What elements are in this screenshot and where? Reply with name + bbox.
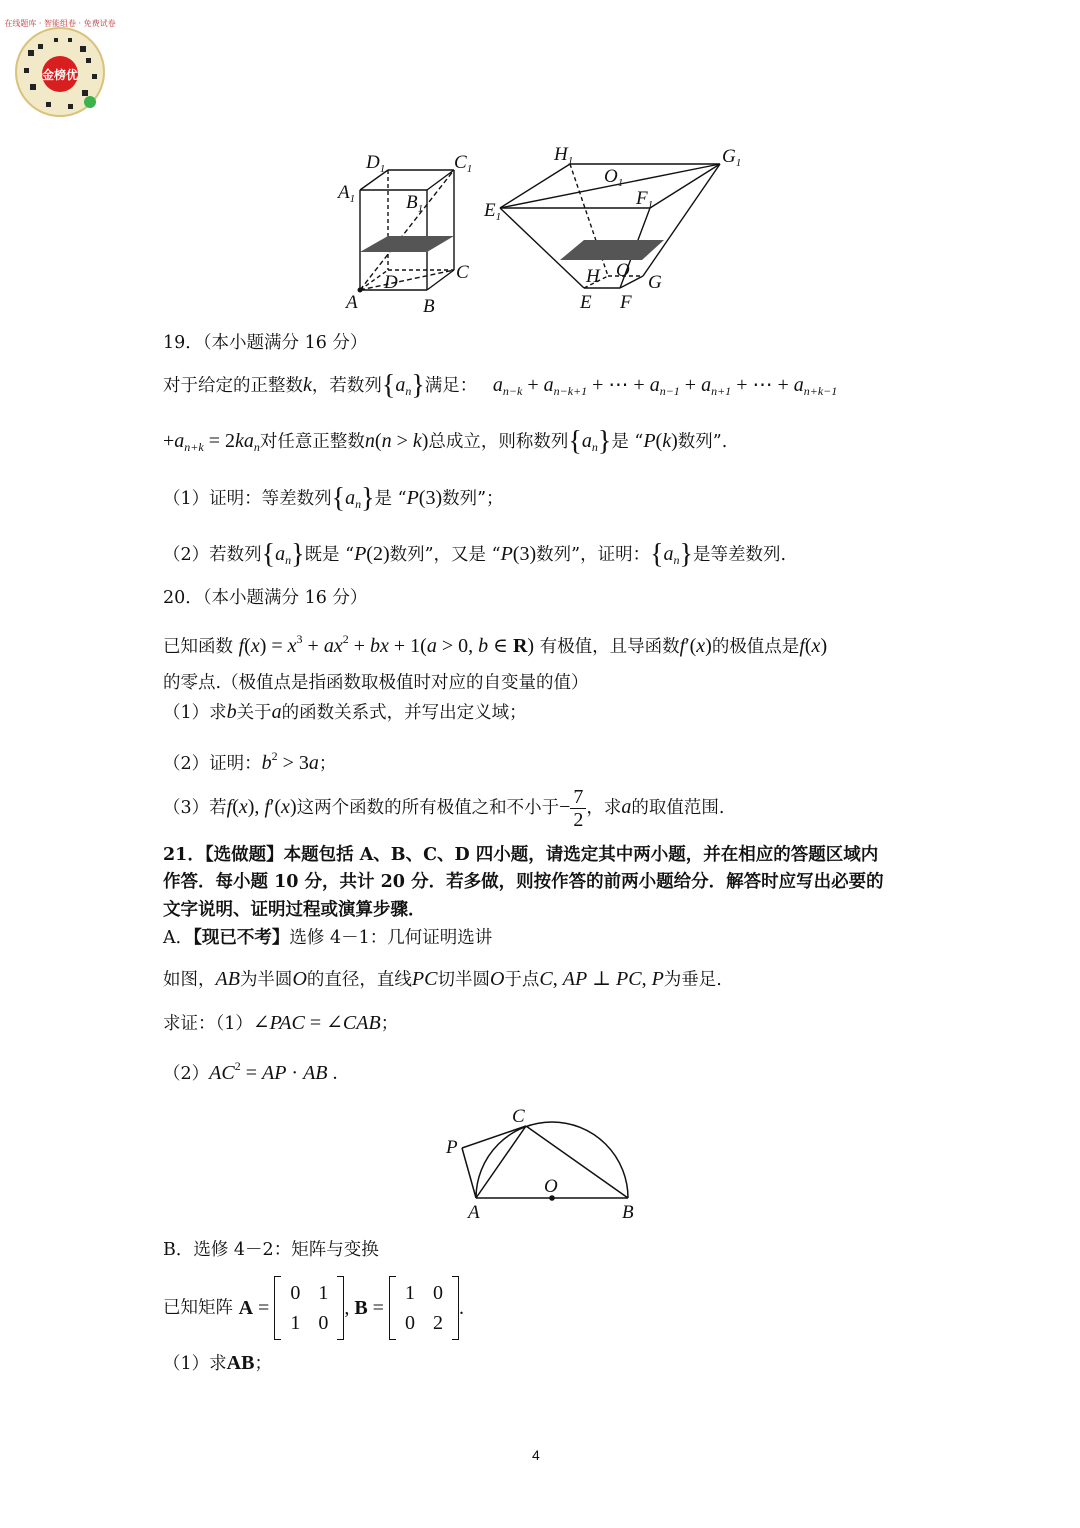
label-G: G [648, 272, 662, 293]
label-D: D [384, 272, 398, 293]
fraction-seven-halves: $\frac{7}{2}$ [570, 786, 586, 831]
q19-line2: $+a_{n+k} = 2ka_n$对任意正整数n(n > k)总成立，则称数列$\{a_n\}$是 “P(k)数列”. [163, 426, 728, 457]
label-B1: $B_1$ [406, 192, 424, 215]
matrix-B: 1 0 0 2 [389, 1276, 459, 1340]
logo [4, 10, 116, 120]
label-fig2-P: P [446, 1137, 458, 1158]
q20-part3: （3）若f(x), f′(x)这两个函数的所有极值之和不小于− $\frac{7}{2}$ ，求a的取值范围. [163, 786, 725, 831]
label-O1: $O_1$ [604, 166, 624, 189]
label-fig2-O: O [544, 1176, 558, 1197]
cuboid-cross-section [360, 236, 454, 252]
page-number: 4 [532, 1447, 540, 1463]
q21-B-part1: （1）求AB； [163, 1352, 272, 1374]
label-fig2-C: C [512, 1106, 525, 1127]
q21-line1: 21．【选做题】本题包括 A、B、C、D 四小题，请选定其中两小题，并在相应的答题区域内 [163, 845, 879, 865]
q20-part2: （2）证明：$b^2 > 3a$； [163, 749, 337, 774]
label-F: F [620, 292, 632, 313]
q20-line2: 的零点.（极值点是指函数取极值时对应的自变量的值） [163, 673, 589, 693]
label-O: O [616, 260, 630, 281]
label-A1: $A_1$ [338, 182, 356, 205]
q21-B-title: B．选修 4－2：矩阵与变换 [163, 1240, 379, 1260]
figure-solids [330, 140, 790, 320]
label-F1: $F_1$ [636, 188, 654, 211]
q21-line2: 作答．每小题 10 分，共计 20 分．若多做，则按作答的前两小题给分．解答时应写出必要的 [163, 872, 884, 892]
q20-header: 20．（本小题满分 16 分） [163, 588, 368, 608]
label-A: A [346, 292, 358, 313]
q20-part1: （1）求b关于a的函数关系式，并写出定义域； [163, 701, 527, 723]
q21-line3: 文字说明、证明过程或演算步骤． [163, 900, 426, 920]
q19-part1: （1）证明：等差数列$\{a_n\}$是 “P(3)数列”； [163, 483, 504, 514]
figure-semicircle [430, 1100, 650, 1225]
label-fig2-B: B [622, 1202, 634, 1223]
label-fig2-A: A [468, 1202, 480, 1223]
q21-A-line1: 如图，AB为半圆O的直径，直线PC切半圆O于点C, AP ⊥ PC, P为垂足. [163, 968, 722, 990]
solids-svg [330, 140, 790, 320]
logo-graphic [4, 10, 116, 120]
label-C: C [456, 262, 469, 283]
q21-B-line1: 已知矩阵 A = 0 1 1 0 , B = 1 0 0 2 . [163, 1276, 464, 1340]
frustum-cross-section [560, 240, 664, 260]
label-D1: $D_1$ [366, 152, 386, 175]
logo-ring-text: 在线题库 · 智能组卷 · 免费试卷 [4, 19, 116, 28]
label-H1: $H_1$ [554, 144, 574, 167]
label-G1: $G_1$ [722, 146, 742, 169]
matrix-A: 0 1 1 0 [274, 1276, 344, 1340]
label-E: E [580, 292, 592, 313]
logo-center-text: 金榜优 [41, 68, 79, 82]
q20-line1: 已知函数 $f(x) = x^3 + ax^2$ + bx + 1(a > 0, b ∈ R) 有极值，且导函数f′(x)的极值点是f(x) [163, 632, 828, 657]
semicircle-svg [430, 1100, 650, 1225]
label-H: H [586, 266, 600, 287]
q21-A-title: A．【现已不考】选修 4－1：几何证明选讲 [163, 928, 493, 948]
label-B: B [423, 296, 435, 317]
q19-part2: （2）若数列$\{a_n\}$既是 “P(2)数列”，又是 “P(3)数列”，证明：$\{a_n\}$是等差数列. [163, 539, 787, 570]
q19-header: 19．（本小题满分 16 分） [163, 333, 368, 353]
label-C1: $C_1$ [454, 152, 473, 175]
label-E1: $E_1$ [484, 200, 502, 223]
q21-A-proof1: 求证：（1）∠PAC = ∠CAB； [163, 1012, 399, 1034]
q19-line1: 对于给定的正整数k，若数列$\{a_n\}$满足： $a_{n-k} + a_{n-k+1}$ + ⋯ + $a_{n-1} + a_{n+1}$ + ⋯ + $a_{n+k-1}$ [163, 370, 838, 401]
q21-A-proof2: $(2)AC^2$ = AP · AB . [163, 1059, 338, 1084]
